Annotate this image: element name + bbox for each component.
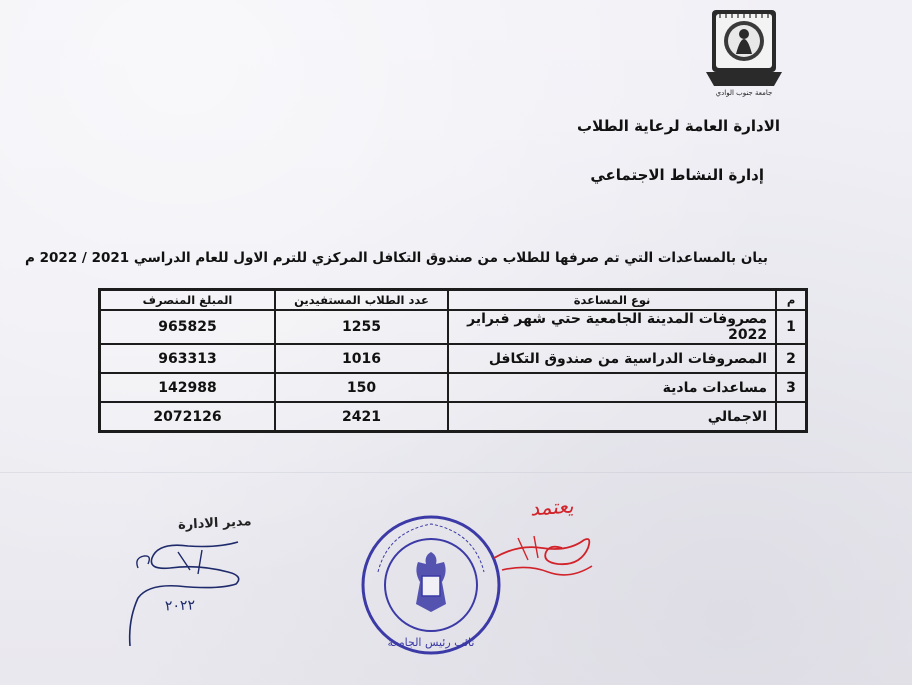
- row-number: [776, 402, 806, 432]
- table-total-row: [100, 402, 807, 432]
- total-label: الاجمالي: [448, 402, 776, 432]
- amount-spent: 965825: [100, 310, 275, 344]
- manager-signature-icon: [118, 528, 268, 648]
- statement-title: بيان بالمساعدات التي تم صرفها للطلاب من صندوق التكافل المركزي للترم الاول للعام الدراسي 2021 / 2022 م: [25, 250, 768, 266]
- paper-fold-line: [0, 472, 912, 473]
- table-row: [100, 373, 807, 402]
- amount-spent: 963313: [100, 344, 275, 373]
- table-row: [100, 310, 807, 344]
- manager-label: مدير الادارة: [177, 514, 252, 533]
- university-logo-icon: [698, 6, 790, 98]
- student-count: 150: [275, 373, 448, 402]
- row-number: 2: [776, 344, 806, 373]
- column-header-count: عدد الطلاب المستفيدين: [275, 290, 448, 311]
- aid-type: المصروفات الدراسية من صندوق التكافل: [448, 344, 776, 373]
- amount-spent: 142988: [100, 373, 275, 402]
- department-sub-heading: إدارة النشاط الاجتماعي: [590, 166, 764, 184]
- column-header-no: م: [776, 290, 806, 311]
- stamp-caption: نائب رئيس الجامعة: [387, 636, 475, 649]
- logo-caption: جامعة جنوب الوادي: [715, 89, 773, 97]
- aid-type: مساعدات مادية: [448, 373, 776, 402]
- aid-type: مصروفات المدينة الجامعية حتي شهر فبراير 2022: [448, 310, 776, 344]
- row-number: 1: [776, 310, 806, 344]
- department-general-heading: الادارة العامة لرعاية الطلاب: [577, 117, 780, 135]
- approval-word: يعتمد: [529, 493, 575, 521]
- manager-signature-date: ٢٠٢٢: [164, 597, 196, 615]
- total-count: 2421: [275, 402, 448, 432]
- total-amount: 2072126: [100, 402, 275, 432]
- official-stamp-icon: [358, 512, 504, 658]
- column-header-type: نوع المساعدة: [448, 290, 776, 311]
- column-header-amount: المبلغ المنصرف: [100, 290, 275, 311]
- row-number: 3: [776, 373, 806, 402]
- aid-table: [98, 288, 808, 433]
- red-signature-icon: [488, 518, 598, 584]
- table-header-row: [100, 290, 807, 311]
- table-row: [100, 344, 807, 373]
- student-count: 1016: [275, 344, 448, 373]
- student-count: 1255: [275, 310, 448, 344]
